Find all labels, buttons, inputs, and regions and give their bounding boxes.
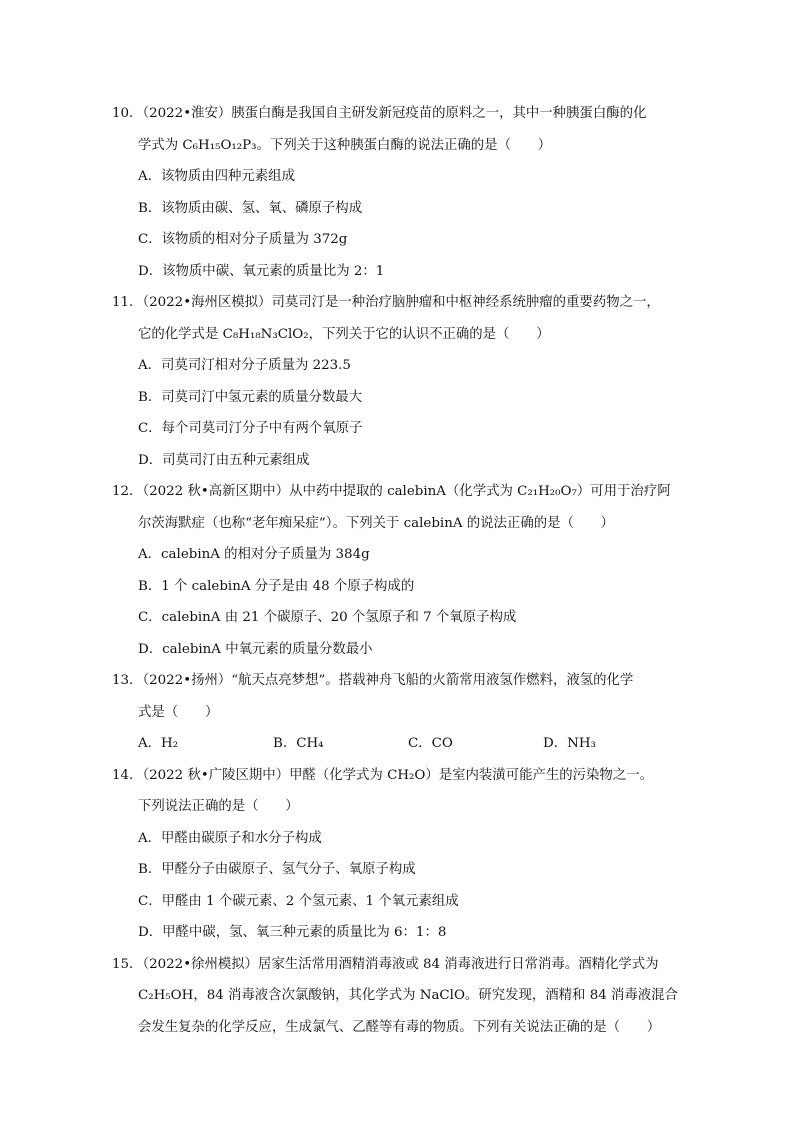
question-stem-line: 学式为 C₆H₁₅O₁₂P₃。下列关于这种胰蛋白酶的说法正确的是（ ）: [138, 137, 552, 153]
option-c: C．该物质的相对分子质量为 372g: [138, 232, 348, 247]
question-list: [112, 98, 684, 1043]
question-stem-line: 14．（2022 秋•广陵区期中）甲醛（化学式为 CH₂O）是室内装潢可能产生的污染物之一。: [112, 767, 653, 783]
question-stem-line: 下列说法正确的是（ ）: [138, 799, 299, 814]
option-b: B．甲醛分子由碳原子、氢气分子、氧原子构成: [138, 862, 416, 877]
option-b: B．该物质由碳、氢、氧、磷原子构成: [138, 200, 363, 216]
question-11: [112, 287, 684, 476]
option-d: D．该物质中碳、氧元素的质量比为 2：1: [138, 263, 385, 279]
option-c: C．CO: [408, 736, 453, 751]
question-stem-line: 它的化学式是 C₈H₁₈N₃ClO₂，下列关于它的认识不正确的是（ ）: [138, 326, 550, 342]
option-c: C．calebinA 由 21 个碳原子、20 个氢原子和 7 个氧原子构成: [138, 610, 517, 625]
option-d: D．NH₃: [543, 736, 596, 751]
question-15: [112, 949, 684, 1044]
option-d: D．calebinA 中氧元素的质量分数最小: [138, 641, 373, 657]
option-row: [112, 728, 684, 760]
option-a: A．甲醛由碳原子和水分子构成: [138, 830, 322, 846]
question-stem-line: 10．（2022•淮安）胰蛋白酶是我国自主研发新冠疫苗的原料之一，其中一种胰蛋白酶的化: [112, 106, 647, 121]
question-14: [112, 760, 684, 949]
question-stem-line: 13．（2022•扬州）“航天点亮梦想”。搭载神舟飞船的火箭常用液氢作燃料，液氢的化学: [112, 673, 634, 688]
question-stem-line: 12．（2022 秋•高新区期中）从中药中提取的 calebinA（化学式为 C₂₁H₂₀O₇）可用于治疗阿: [112, 484, 671, 499]
question-13: [112, 665, 684, 760]
option-a: A．calebinA 的相对分子质量为 384g: [138, 547, 370, 562]
question-10: [112, 98, 684, 287]
option-b: B．CH₄: [273, 736, 324, 751]
option-c: C．每个司莫司汀分子中有两个氧原子: [138, 421, 363, 436]
option-a: A．司莫司汀相对分子质量为 223.5: [138, 358, 351, 373]
question-stem-line: C₂H₅OH，84 消毒液含次氯酸钠，其化学式为 NaClO。研究发现，酒精和 84 消毒液混合: [138, 988, 678, 1003]
option-d: D．甲醛中碳，氢、氧三种元素的质量比为 6：1：8: [138, 925, 447, 940]
option-a: A．H₂: [138, 736, 179, 751]
option-c: C．甲醛由 1 个碳元素、2 个氢元素、1 个氧元素组成: [138, 893, 459, 909]
question-stem-line: 式是（ ）: [138, 704, 219, 720]
question-stem-line: 11．（2022•海州区模拟）司莫司汀是一种治疗脑肿瘤和中枢神经系统肿瘤的重要药物之一，: [112, 295, 660, 310]
question-stem-line: 15．（2022•徐州模拟）居家生活常用酒精消毒液或 84 消毒液进行日常消毒。酒精化学式为: [112, 956, 659, 972]
question-12: [112, 476, 684, 665]
option-b: B．司莫司汀中氢元素的质量分数最大: [138, 389, 363, 405]
option-b: B．1 个 calebinA 分子是由 48 个原子构成的: [138, 578, 415, 594]
option-a: A．该物质由四种元素组成: [138, 169, 295, 184]
option-d: D．司莫司汀由五种元素组成: [138, 452, 310, 468]
question-stem-line: 尔茨海默症（也称“老年痴呆症”）。下列关于 calebinA 的说法正确的是（ ）: [138, 515, 615, 531]
question-stem-line: 会发生复杂的化学反应，生成氯气、乙醛等有毒的物质。下列有关说法正确的是（ ）: [138, 1019, 661, 1035]
